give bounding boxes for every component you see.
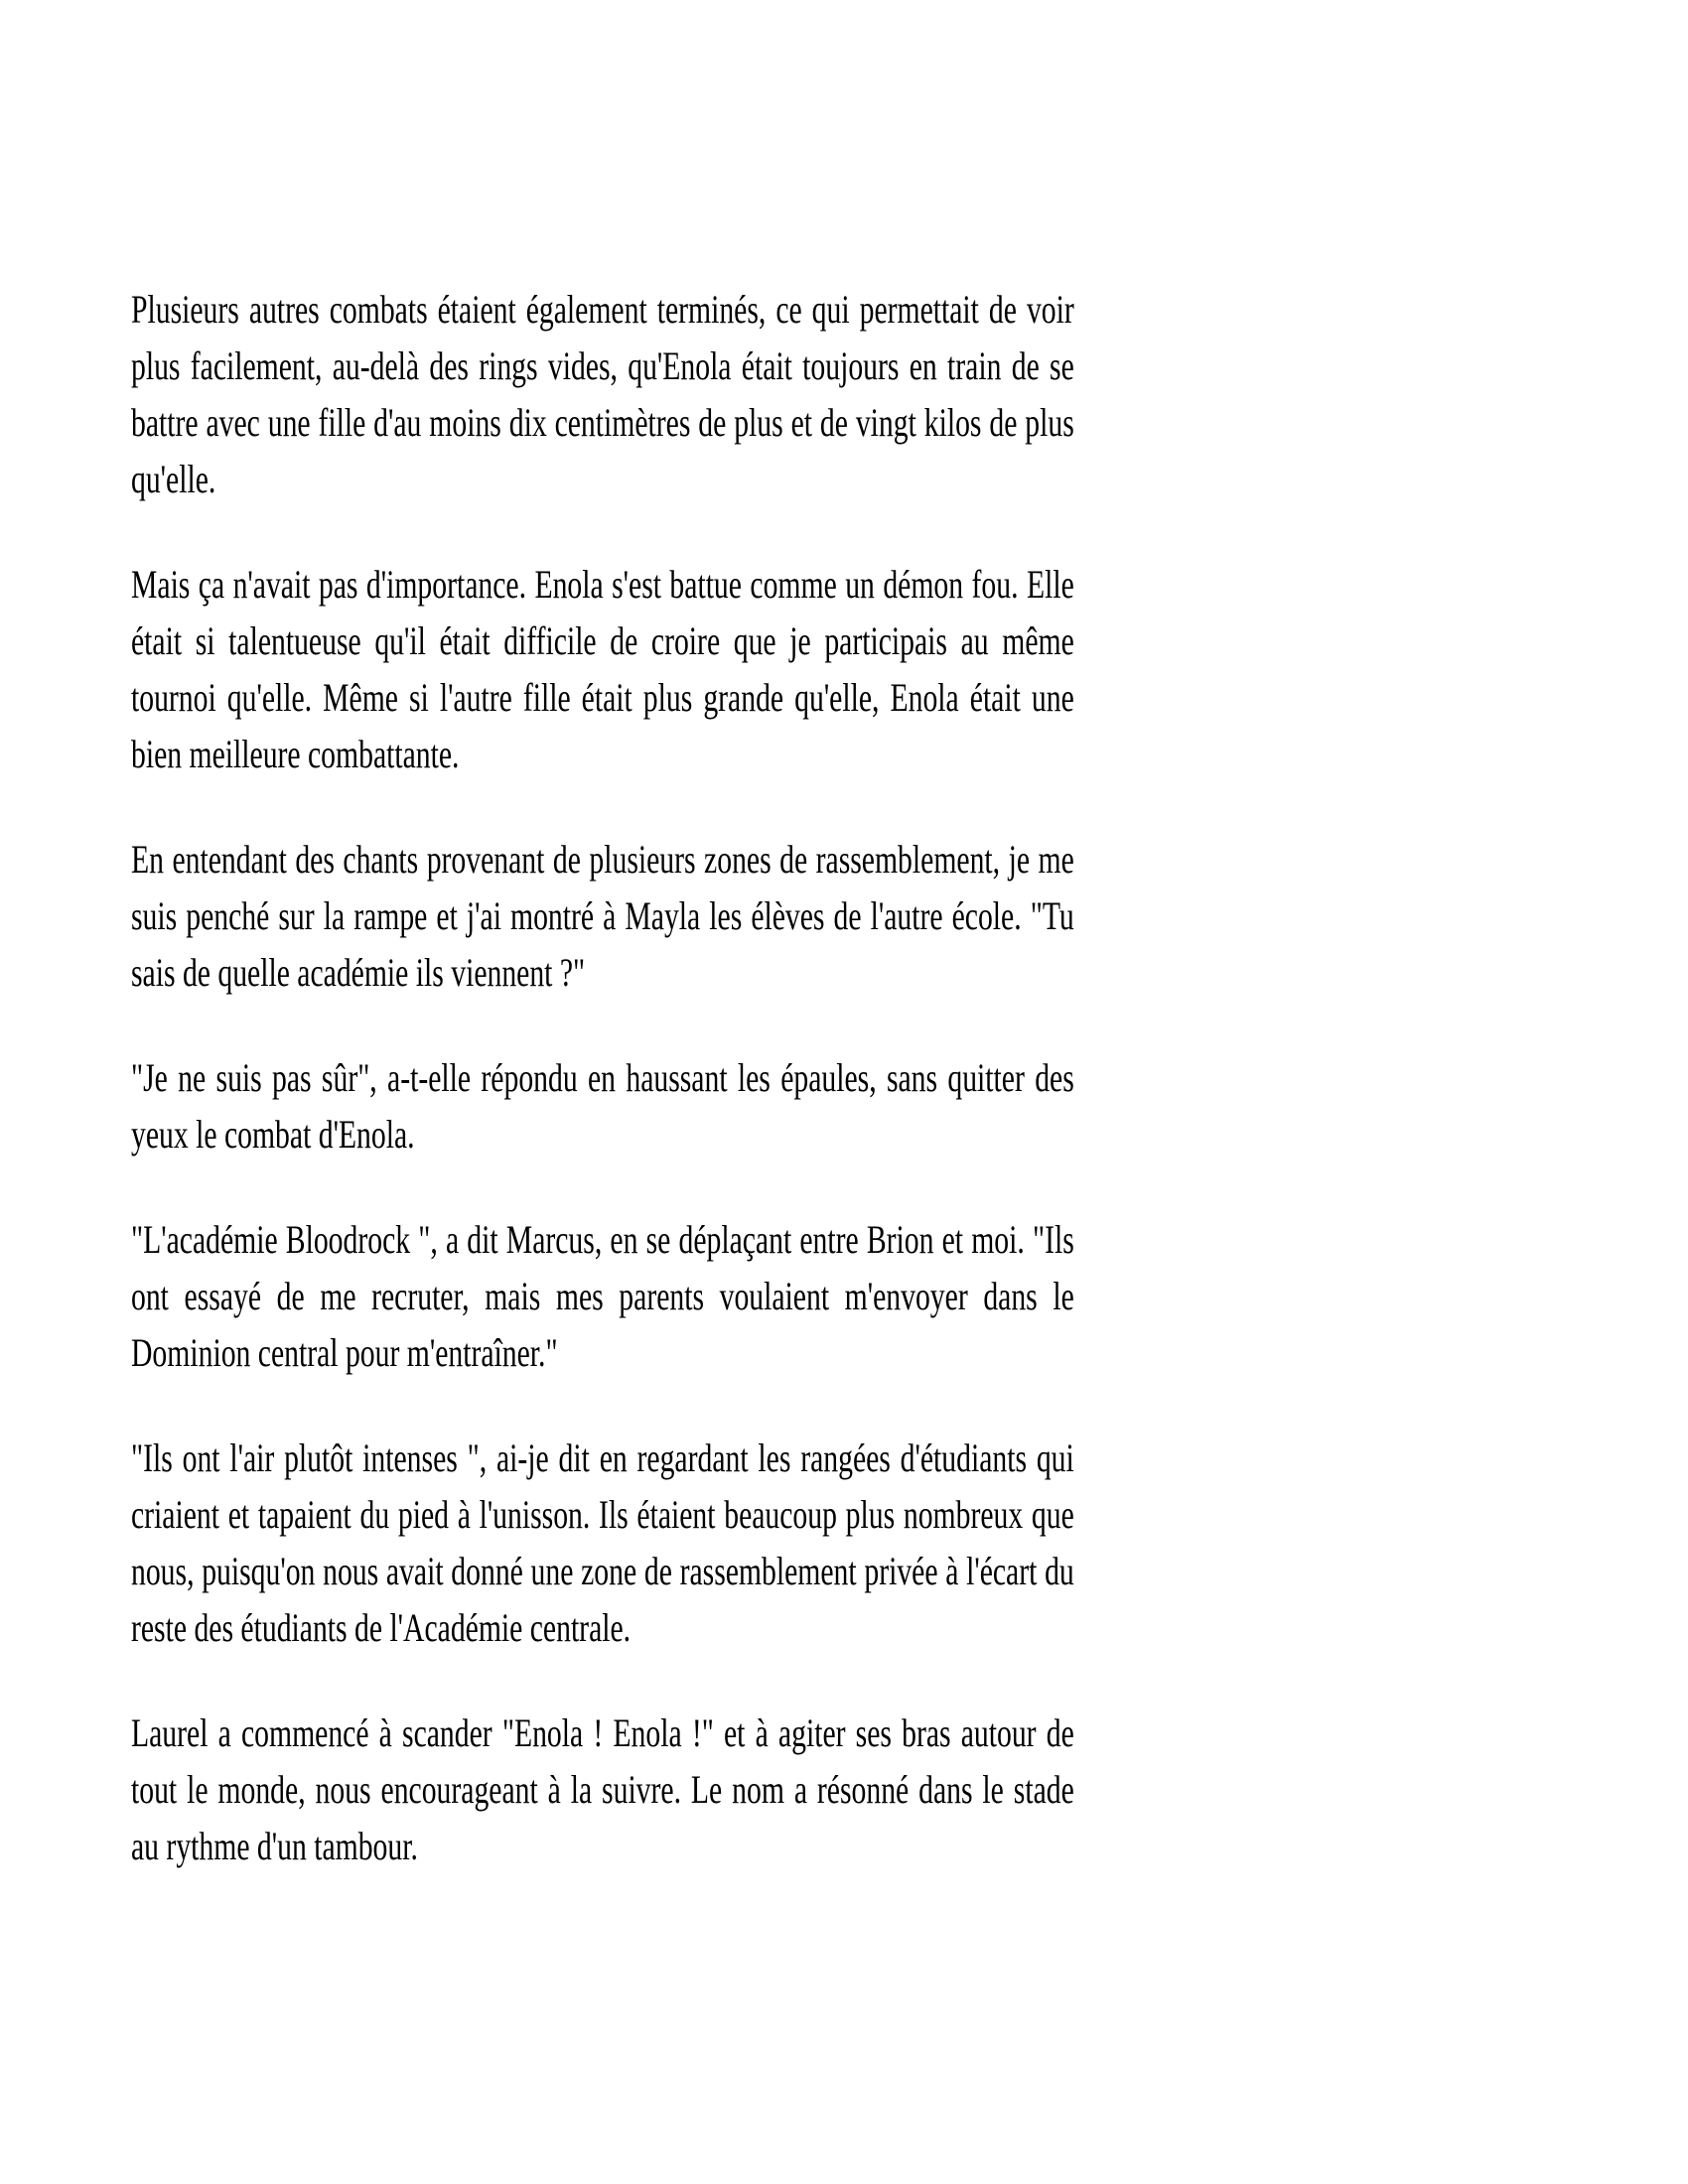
paragraph-4: "Je ne suis pas sûr", a-t-elle répondu en haussant les épaules, sans quitter des yeux le combat d'Enola. [131, 1055, 1074, 1157]
paragraph-7: Laurel a commencé à scander "Enola ! Enola !" et à agiter ses bras autour de tout le monde, nous encourageant à la suivre. Le nom a résonné dans le stade au rythme d'un tambour. [131, 1710, 1074, 1868]
paragraph-1: Plusieurs autres combats étaient également terminés, ce qui permettait de voir plus facilement, au-delà des rings vides, qu'Enola était toujours en train de se battre avec une fille d'au moins dix centimètres de plus et de vingt kilos de plus qu'elle. [131, 287, 1074, 501]
paragraph-2: Mais ça n'avait pas d'importance. Enola s'est battue comme un démon fou. Elle était si talentueuse qu'il était difficile de croire que je participais au même tournoi qu'elle. Même si l'autre fille était plus grande qu'elle, Enola était une bien meilleure combattante. [131, 562, 1074, 776]
paragraph-3: En entendant des chants provenant de plusieurs zones de rassemblement, je me suis penché sur la rampe et j'ai montré à Mayla les élèves de l'autre école. "Tu sais de quelle académie ils viennent ?" [131, 837, 1074, 995]
text-block [131, 281, 1074, 1874]
paragraph-6: "Ils ont l'air plutôt intenses ", ai-je dit en regardant les rangées d'étudiants qui criaient et tapaient du pied à l'unisson. Ils étaient beaucoup plus nombreux que nous, puisqu'on nous avait donné une zone de rassemblement privée à l'écart du reste des étudiants de l'Académie centrale. [131, 1435, 1074, 1650]
paragraph-5: "L'académie Bloodrock ", a dit Marcus, en se déplaçant entre Brion et moi. "Ils ont essayé de me recruter, mais mes parents voulaient m'envoyer dans le Dominion central pour m'entraîner." [131, 1217, 1074, 1375]
